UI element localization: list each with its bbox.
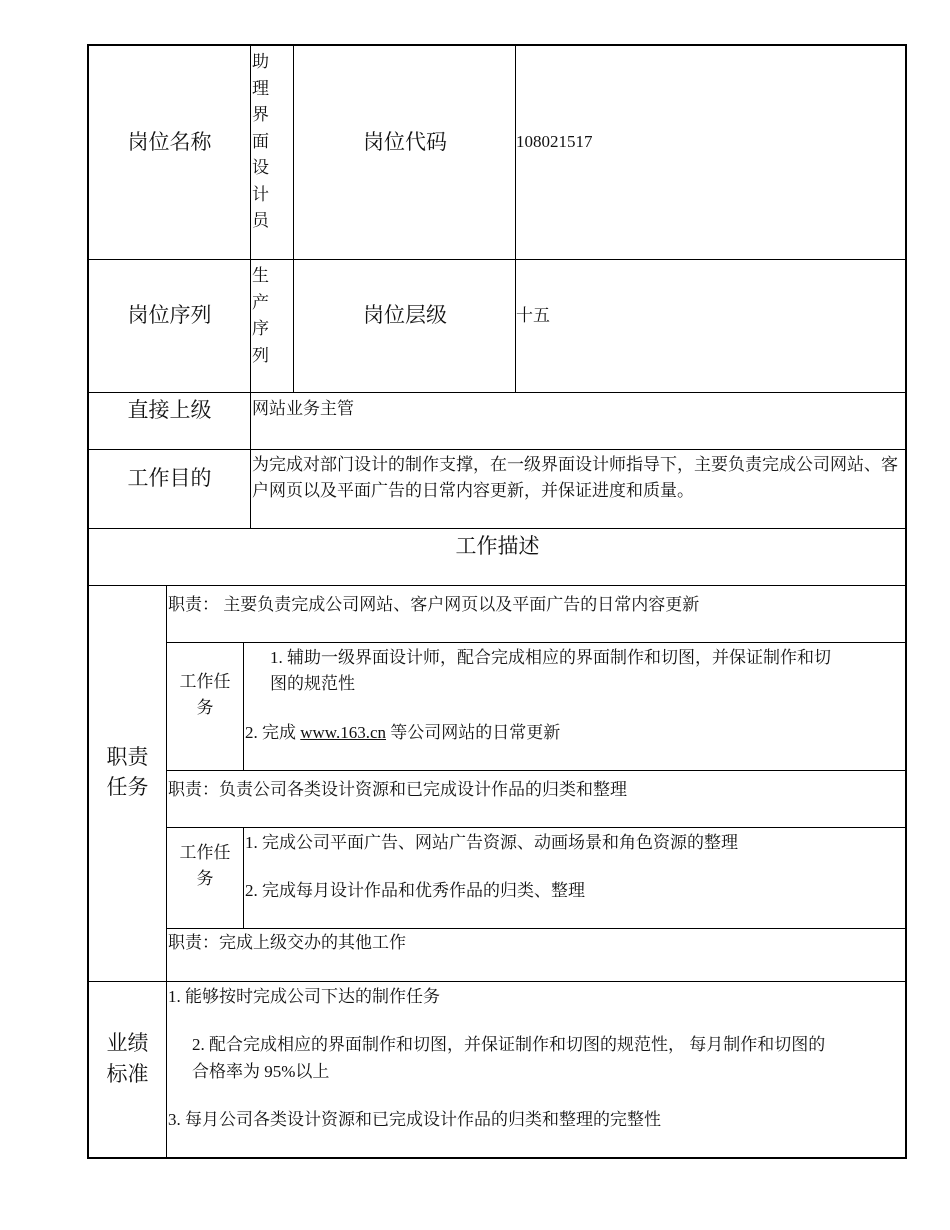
supervisor-label: 直接上级 <box>127 398 212 422</box>
row-divider <box>166 770 906 771</box>
website-link[interactable]: www.163.cn <box>300 723 387 742</box>
duty-1-task-2 <box>245 720 560 746</box>
column-divider <box>293 45 294 392</box>
task-label-line1: 工作任 <box>179 843 231 862</box>
position-code-label: 岗位代码 <box>363 130 447 154</box>
position-level-label: 岗位层级 <box>363 303 447 327</box>
row-divider <box>88 392 906 393</box>
performance-label-line2: 标准 <box>106 1062 149 1086</box>
description-title: 工作描述 <box>455 534 540 558</box>
position-sequence-label: 岗位序列 <box>127 303 212 327</box>
task-label-line2: 务 <box>196 698 214 717</box>
purpose-label: 工作目的 <box>127 466 212 490</box>
duty-2-task-1: 1. 完成公司平面广告、网站广告资源、动画场景和角色资源的整理 <box>245 833 738 852</box>
row-divider <box>166 642 906 643</box>
row-divider <box>88 528 906 529</box>
position-name-label: 岗位名称 <box>127 130 212 154</box>
duty-1: 职责： 主要负责完成公司网站、客户网页以及平面广告的日常内容更新 <box>168 595 700 614</box>
duty-2: 职责：负责公司各类设计资源和已完成设计作品的归类和整理 <box>168 780 627 799</box>
duties-label-line2: 任务 <box>106 775 149 799</box>
performance-item-1: 1. 能够按时完成公司下达的制作任务 <box>168 987 440 1006</box>
duties-label-line1: 职责 <box>106 745 149 769</box>
row-divider <box>88 259 906 260</box>
performance-item-3: 3. 每月公司各类设计资源和已完成设计作品的归类和整理的完整性 <box>168 1110 661 1129</box>
performance-label-line1: 业绩 <box>106 1031 149 1055</box>
column-divider <box>250 45 251 528</box>
row-divider <box>88 449 906 450</box>
supervisor-value: 网站业务主管 <box>252 399 354 418</box>
column-divider <box>243 827 244 928</box>
row-divider <box>166 928 906 929</box>
position-sequence-value: 生产序列 <box>252 266 269 365</box>
duty-1-task-1-line1: 1. 辅助一级界面设计师，配合完成相应的界面制作和切图，并保证制作和切 <box>270 648 831 667</box>
position-name-value: 助理界面设计员 <box>252 52 269 230</box>
row-divider <box>166 827 906 828</box>
column-divider <box>515 45 516 392</box>
performance-item-2-line2: 合格率为 95%以上 <box>192 1062 330 1081</box>
duty-3: 职责：完成上级交办的其他工作 <box>168 933 406 952</box>
duty-1-task-2-suffix: 等公司网站的日常更新 <box>386 723 561 742</box>
position-level-value: 十五 <box>516 306 550 325</box>
task-label-line1: 工作任 <box>179 672 231 691</box>
purpose-value: 为完成对部门设计的制作支撑，在一级界面设计师指导下，主要负责完成公司网站、客户网页以及平面广告的日常内容更新，并保证进度和质量。 <box>252 455 898 500</box>
duty-1-task-2-prefix: 2. 完成 <box>245 723 301 742</box>
column-divider <box>243 642 244 770</box>
row-divider <box>88 585 906 586</box>
row-divider <box>88 981 906 982</box>
position-code-value: 108021517 <box>516 132 593 151</box>
performance-item-2-line1: 2. 配合完成相应的界面制作和切图，并保证制作和切图的规范性， 每月制作和切图的 <box>192 1035 826 1054</box>
duty-1-task-1-line2: 图的规范性 <box>270 674 355 693</box>
duty-2-task-2: 2. 完成每月设计作品和优秀作品的归类、整理 <box>245 881 585 900</box>
task-label-line2: 务 <box>196 869 214 888</box>
